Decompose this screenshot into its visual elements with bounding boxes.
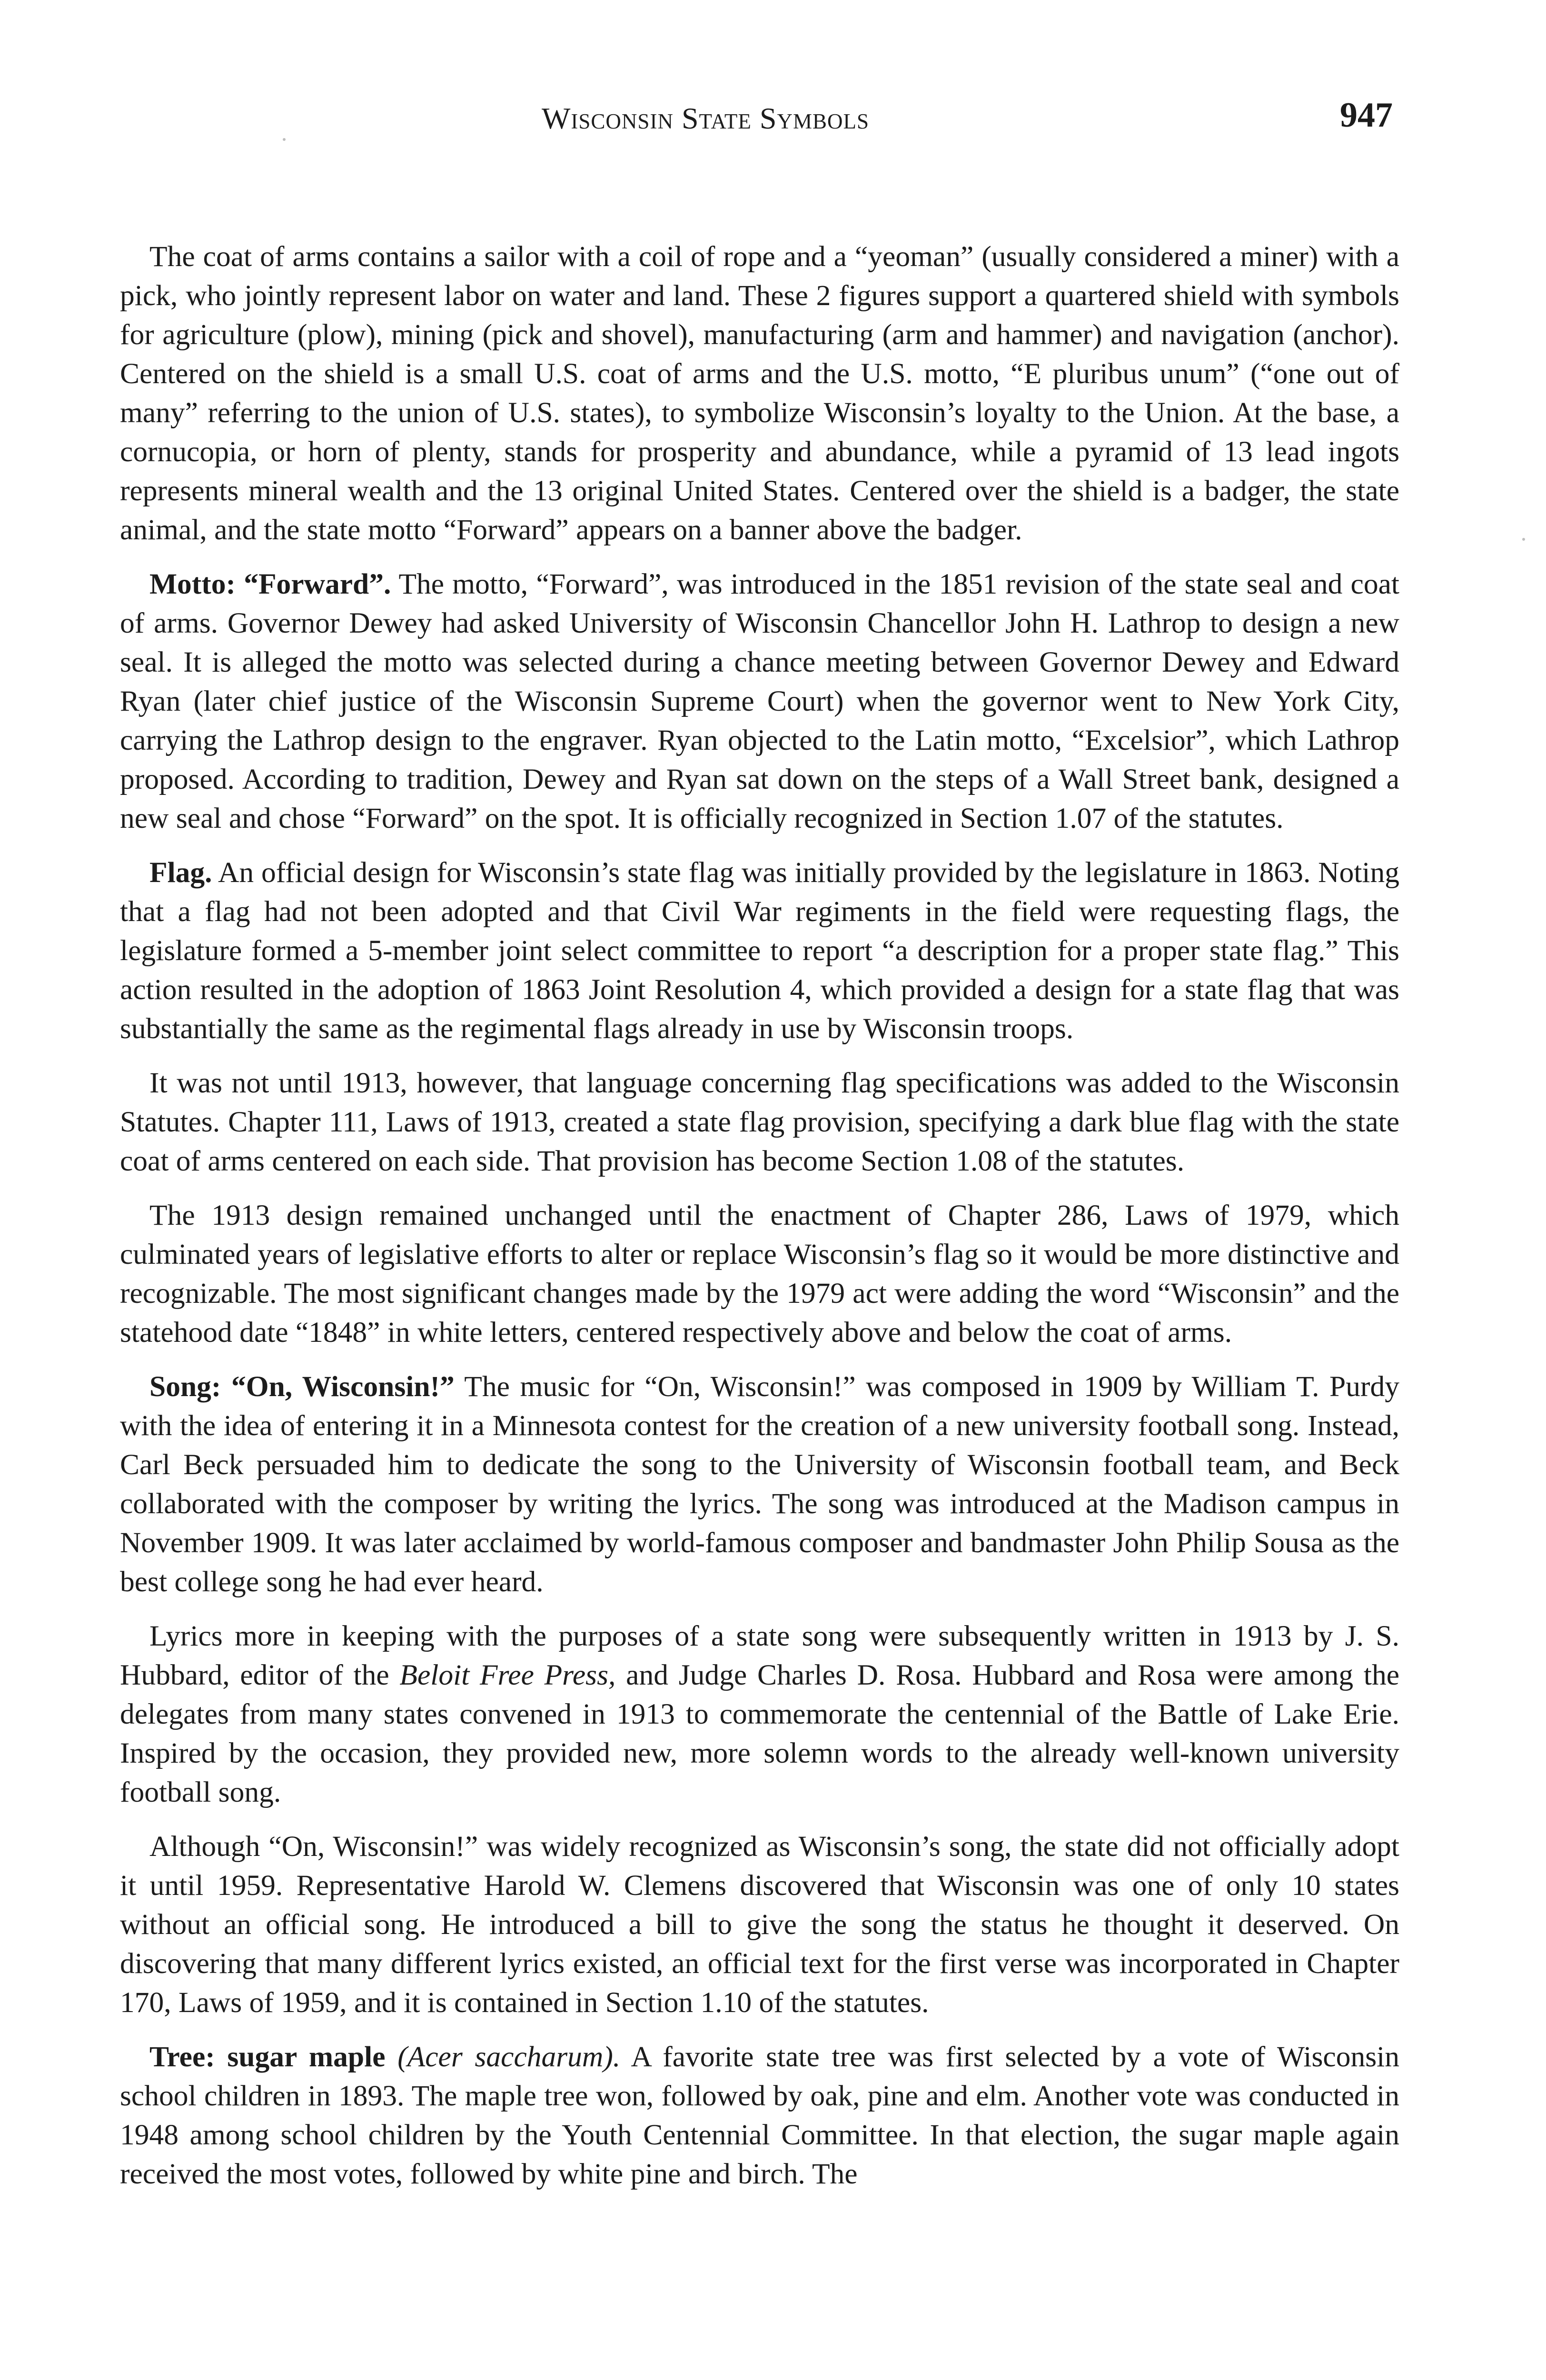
paragraph-flag <box>120 853 1399 1048</box>
run-in-heading-tree: Tree: sugar maple <box>149 2041 386 2073</box>
paragraph-adoption <box>120 1827 1399 2022</box>
run-in-heading-motto: Motto: “Forward”. <box>149 568 391 600</box>
paragraph-lyrics <box>120 1616 1399 1812</box>
running-title: Wisconsin State Symbols <box>542 101 870 135</box>
paragraph-motto <box>120 565 1399 838</box>
paragraph-text: The music for “On, Wisconsin!” was composed in 1909 by William T. Purdy with the idea of entering it in a Minnesota contest for the creation of a new university football song. Instead, Carl Beck persuaded him to dedicate the song to the University of Wisconsin football team, and Beck collaborated with the composer by writing the lyrics. The song was introduced at the Madison campus in November 1909. It was later acclaimed by world-famous composer and bandmaster John Philip Sousa as the best college song he had ever heard. <box>120 1370 1399 1598</box>
page-number: 947 <box>1340 96 1393 135</box>
paragraph-text: An official design for Wisconsin’s state flag was initially provided by the legislature in 1863. Noting that a flag had not been adopted and that Civil War regiments in the field were requesting flags, the legislature formed a 5-member joint select committee to report “a description for a proper state flag.” This action resulted in the adoption of 1863 Joint Resolution 4, which provided a design for a state flag that was substantially the same as the regimental flags already in use by Wisconsin troops. <box>120 856 1399 1045</box>
paragraph-song <box>120 1367 1399 1601</box>
paragraph-text: Lyrics more in keeping with the purposes of a state song were subsequently written in 1913 by J. S. Hubbard, editor of the <box>120 1620 1399 1691</box>
paragraph-text: Although “On, Wisconsin!” was widely recognized as Wisconsin’s song, the state did not officially adopt it until 1959. Representative Harold W. Clemens discovered that Wisconsin was one of only 10 states without an official song. He introduced a bill to give the song the status he thought it deserved. On discovering that many different lyrics existed, an official text for the first verse was incorporated in Chapter 170, Laws of 1959, and it is contained in Section 1.10 of the statutes. <box>120 1830 1399 2019</box>
paragraph-tree <box>120 2037 1399 2193</box>
scan-speck <box>283 138 286 141</box>
running-header <box>0 95 1546 148</box>
body-text <box>120 237 1399 2193</box>
paragraph-text: It was not until 1913, however, that language concerning flag specifications was added to the Wisconsin Statutes. Chapter 111, Laws of 1913, created a state flag provision, specifying a dark blue flag with the state coat of arms centered on each side. That provision has become Section 1.08 of the statutes. <box>120 1067 1399 1177</box>
paragraph-coat-of-arms <box>120 237 1399 549</box>
journal-title: Beloit Free Press, <box>399 1659 616 1691</box>
paragraph-text: The 1913 design remained unchanged until the enactment of Chapter 286, Laws of 1979, which culminated years of legislative efforts to alter or replace Wisconsin’s flag so it would be more distinctive and recognizable. The most significant changes made by the 1979 act were adding the word “Wisconsin” and the statehood date “1848” in white letters, centered respectively above and below the coat of arms. <box>120 1199 1399 1349</box>
paragraph-text: A favorite state tree was first selected by a vote of Wisconsin school children in 1893. The maple tree won, followed by oak, pine and elm. Another vote was conducted in 1948 among school children by the Youth Centennial Committee. In that election, the sugar maple again received the most votes, followed by white pine and birch. The <box>120 2041 1399 2190</box>
paragraph-text: The motto, “Forward”, was introduced in the 1851 revision of the state seal and coat of arms. Governor Dewey had asked University of Wisconsin Chancellor John H. Lathrop to design a new seal. It is alleged the motto was selected during a chance meeting between Governor Dewey and Edward Ryan (later chief justice of the Wisconsin Supreme Court) when the governor went to New York City, carrying the Lathrop design to the engraver. Ryan objected to the Latin motto, “Excelsior”, which Lathrop proposed. According to tradition, Dewey and Ryan sat down on the steps of a Wall Street bank, designed a new seal and chose “Forward” on the spot. It is officially recognized in Section 1.07 of the statutes. <box>120 568 1399 834</box>
run-in-heading-song: Song: “On, Wisconsin!” <box>149 1370 455 1403</box>
paragraph-text: The coat of arms contains a sailor with a coil of rope and a “yeoman” (usually considered a miner) with a pick, who jointly represent labor on water and land. These 2 figures support a quartered shield with symbols for agriculture (plow), mining (pick and shovel), manufacturing (arm and hammer) and navigation (anchor). Centered on the shield is a small U.S. coat of arms and the U.S. motto, “E pluribus unum” (“one out of many” referring to the union of U.S. states), to symbolize Wisconsin’s loyalty to the Union. At the base, a cornucopia, or horn of plenty, stands for prosperity and abundance, while a pyramid of 13 lead ingots represents mineral wealth and the 13 original United States. Centered over the shield is a badger, the state animal, and the state motto “Forward” appears on a banner above the badger. <box>120 240 1399 546</box>
paragraph-flag-1913 <box>120 1063 1399 1180</box>
latin-name: (Acer saccharum). <box>397 2041 621 2073</box>
paragraph-flag-1979 <box>120 1196 1399 1352</box>
scan-speck <box>1522 538 1525 541</box>
run-in-heading-flag: Flag. <box>149 856 212 889</box>
paragraph-text: and Judge Charles D. Rosa. Hubbard and Rosa were among the delegates from many states convened in 1913 to commemorate the centennial of the Battle of Lake Erie. Inspired by the occasion, they provided new, more solemn words to the already well-known university football song. <box>120 1659 1400 1808</box>
